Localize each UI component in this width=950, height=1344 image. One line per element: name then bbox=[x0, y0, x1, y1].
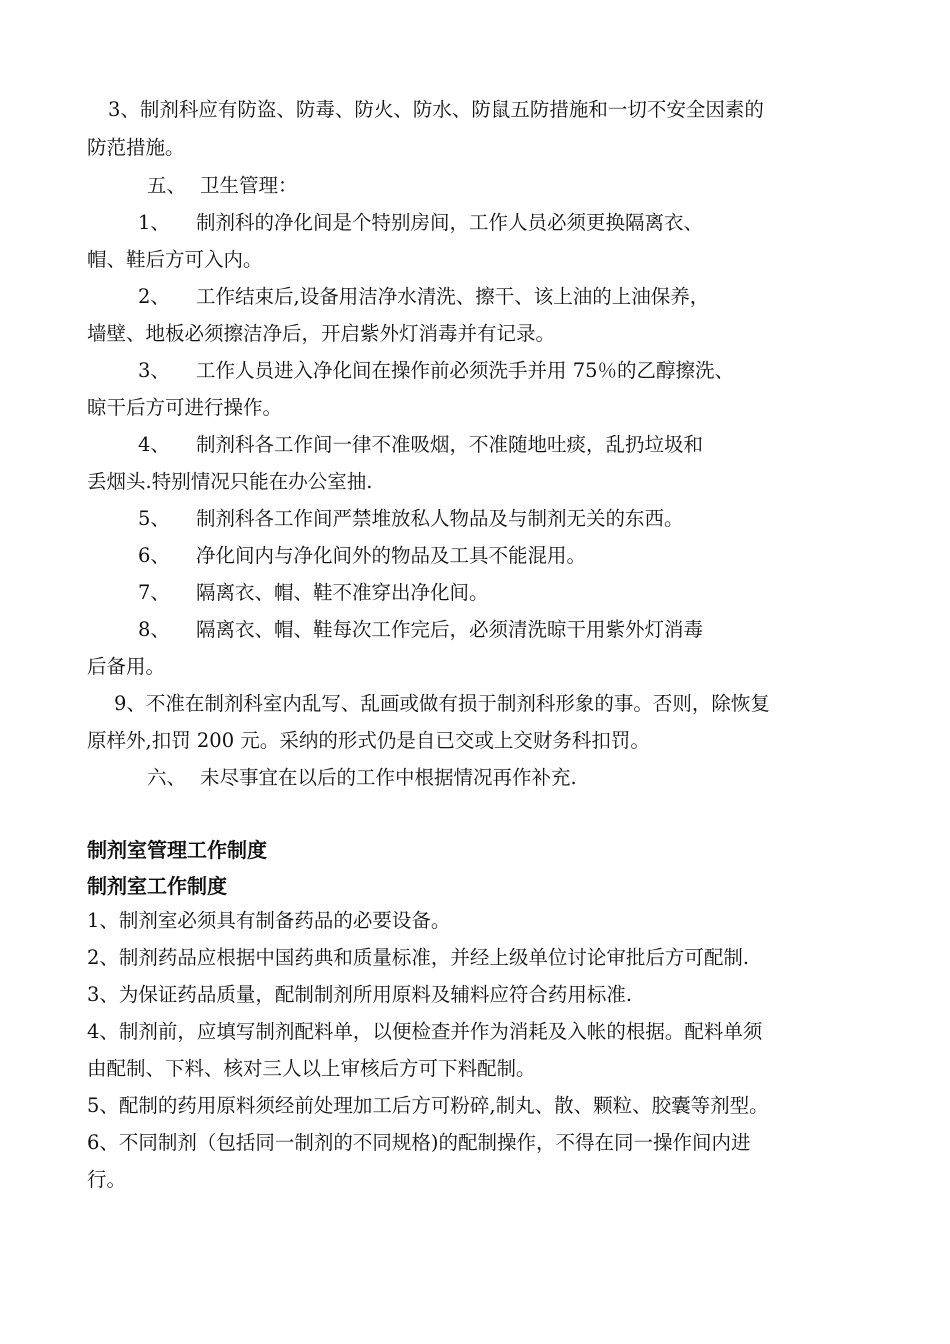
hygiene-item-8-text: 隔离衣、帽、鞋每次工作完后，必须清洗晾干用紫外灯消毒 bbox=[196, 618, 704, 641]
hygiene-item-8-line-1 bbox=[138, 612, 703, 648]
security-item-3-line-1: 3、制剂科应有防盗、防毒、防火、防水、防鼠五防措施和一切不安全因素的 bbox=[108, 98, 764, 121]
rule-4-line-2: 由配制、下料、核对三人以上审核后方可下料配制。 bbox=[87, 1057, 536, 1080]
hygiene-heading-text: 卫生管理： bbox=[200, 174, 298, 197]
hygiene-item-4-number: 4、 bbox=[138, 433, 170, 456]
hygiene-item-3-line-2: 晾干后方可进行操作。 bbox=[87, 396, 283, 419]
hygiene-item-8-number: 8、 bbox=[138, 618, 170, 641]
hygiene-item-3-text: 工作人员进入净化间在操作前必须洗手并用 75％的乙醇擦洗、 bbox=[196, 359, 735, 382]
hygiene-item-3-number: 3、 bbox=[138, 359, 170, 382]
hygiene-item-7 bbox=[138, 575, 489, 611]
hygiene-item-7-number: 7、 bbox=[138, 581, 170, 604]
hygiene-item-2-text: 工作结束后,设备用洁净水清洗、擦干、该上油的上油保养， bbox=[196, 285, 710, 308]
hygiene-item-6-number: 6、 bbox=[138, 544, 170, 567]
hygiene-item-1-text: 制剂科的净化间是个特别房间，工作人员必须更换隔离衣、 bbox=[196, 211, 704, 234]
hygiene-item-2-number: 2、 bbox=[138, 285, 170, 308]
hygiene-item-5-text: 制剂科各工作间严禁堆放私人物品及与制剂无关的东西。 bbox=[196, 507, 684, 530]
hygiene-item-5-number: 5、 bbox=[138, 507, 170, 530]
hygiene-item-9-line-2: 原样外,扣罚 200 元。采纳的形式仍是自已交或上交财务科扣罚。 bbox=[87, 729, 650, 752]
rule-1: 1、制剂室必须具有制备药品的必要设备。 bbox=[87, 909, 451, 932]
security-item-3-line-2: 防范措施。 bbox=[87, 136, 185, 159]
hygiene-item-3-line-1 bbox=[138, 353, 734, 389]
hygiene-item-4-line-2: 丢烟头.特别情况只能在办公室抽. bbox=[87, 470, 373, 493]
rule-2: 2、制剂药品应根据中国药典和质量标准，并经上级单位讨论审批后方可配制. bbox=[87, 946, 750, 969]
hygiene-heading-number: 五、 bbox=[147, 174, 187, 197]
hygiene-item-2-line-2: 墙壁、地板必须擦洁净后，开启紫外灯消毒并有记录。 bbox=[87, 322, 556, 345]
hygiene-item-7-text: 隔离衣、帽、鞋不准穿出净化间。 bbox=[196, 581, 489, 604]
hygiene-item-1-line-1 bbox=[138, 205, 703, 241]
rule-6-line-2: 行。 bbox=[87, 1168, 127, 1191]
hygiene-item-1-number: 1、 bbox=[138, 211, 170, 234]
supplement-number: 六、 bbox=[147, 766, 187, 789]
hygiene-item-9-line-1: 9、不准在制剂科室内乱写、乱画或做有损于制剂科形象的事。否则，除恢复 bbox=[114, 692, 770, 715]
rule-5: 5、配制的药用原料须经前处理加工后方可粉碎,制丸、散、颗粒、胶囊等剂型。 bbox=[87, 1094, 769, 1117]
hygiene-item-5 bbox=[138, 501, 684, 537]
section-subtitle: 制剂室工作制度 bbox=[87, 874, 227, 898]
rule-4-line-1: 4、制剂前，应填写制剂配料单，以便检查并作为消耗及入帐的根据。配料单须 bbox=[87, 1020, 763, 1043]
hygiene-heading bbox=[147, 168, 298, 204]
hygiene-item-4-line-1 bbox=[138, 427, 703, 463]
hygiene-item-6-text: 净化间内与净化间外的物品及工具不能混用。 bbox=[196, 544, 587, 567]
rule-3: 3、为保证药品质量，配制制剂所用原料及辅料应符合药用标准. bbox=[87, 983, 633, 1006]
hygiene-item-1-line-2: 帽、鞋后方可入内。 bbox=[87, 248, 263, 271]
rule-6-line-1: 6、不同制剂（包括同一制剂的不同规格)的配制操作，不得在同一操作间内进 bbox=[87, 1131, 751, 1154]
hygiene-item-6 bbox=[138, 538, 586, 574]
section-title: 制剂室管理工作制度 bbox=[87, 838, 267, 862]
supplement-text: 未尽事宜在以后的工作中根据情况再作补充. bbox=[200, 766, 577, 789]
hygiene-item-4-text: 制剂科各工作间一律不准吸烟，不准随地吐痰，乱扔垃圾和 bbox=[196, 433, 704, 456]
supplement-clause bbox=[147, 760, 577, 796]
hygiene-item-2-line-1 bbox=[138, 279, 709, 315]
hygiene-item-8-line-2: 后备用。 bbox=[87, 655, 166, 678]
